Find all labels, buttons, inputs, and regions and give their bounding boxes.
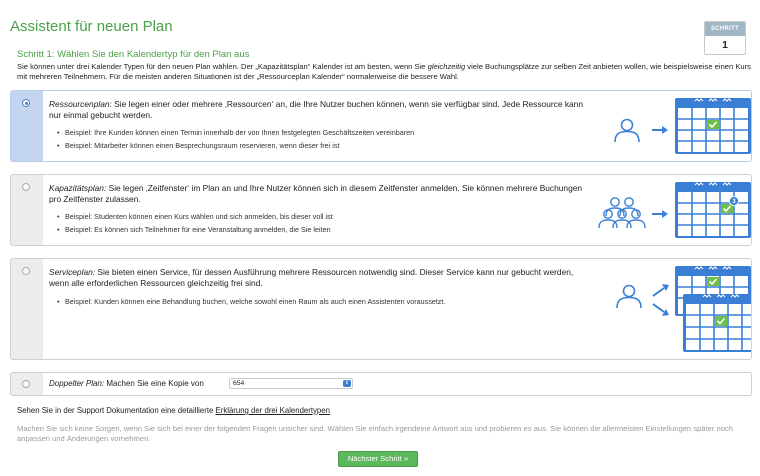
option-title: Serviceplan: [49, 267, 96, 277]
duplicate-text: Machen Sie eine Kopie von [104, 379, 204, 388]
duplicate-label [49, 379, 204, 388]
option-description [49, 183, 584, 205]
list-item: • Beispiel: Es können sich Teilnehmer für eine Veranstaltung anmelden, die Sie leiten [57, 224, 577, 237]
check-icon [715, 316, 727, 326]
radio-column[interactable] [11, 175, 43, 245]
intro-emphasis: gleichzeitig [427, 62, 466, 71]
people-group-icon [599, 198, 645, 228]
support-text [17, 406, 330, 415]
examples-list [57, 296, 577, 309]
list-item: • Beispiel: Mitarbeiter können einen Besprechungsraum reservieren, wenn dieser frei ist [57, 140, 577, 153]
step-subtitle: Schritt 1: Wählen Sie den Kalendertyp für den Plan aus [17, 49, 250, 60]
step-indicator [704, 21, 746, 55]
person-icon [615, 120, 639, 143]
check-icon [707, 120, 719, 129]
option-desc-text: Sie legen einer oder mehrere ‚Ressourcen‘ an, die Ihre Nutzer buchen können, wenn sie verfügbar sind. Jede Ressource kann nur einmal gebucht werden. [49, 99, 583, 120]
option-ressourcenplan[interactable] [10, 90, 752, 162]
support-link[interactable]: Erklärung der drei Kalendertypen [215, 406, 330, 415]
illustration-service [603, 264, 752, 356]
list-item: • Beispiel: Studenten können einen Kurs wählen und sich anmelden, bis dieser voll ist [57, 211, 577, 224]
arrow-right-icon [652, 126, 668, 134]
capacity-badge-number: 3 [732, 199, 736, 206]
option-description [49, 99, 584, 121]
plan-select-value: 654 [233, 380, 245, 387]
option-title: Kapazitätsplan: [49, 183, 107, 193]
check-icon [721, 204, 733, 213]
option-kapazitaetsplan[interactable] [10, 174, 752, 246]
option-serviceplan[interactable] [10, 258, 752, 360]
illustration-resource [603, 96, 752, 158]
duplicate-title: Doppelter Plan: [49, 379, 105, 388]
examples-list [57, 127, 577, 152]
radio-ressourcenplan[interactable] [22, 99, 30, 107]
intro-text [17, 62, 752, 82]
select-arrow-icon[interactable]: ⇕ [344, 380, 350, 386]
option-desc-text: Sie bieten einen Service, für dessen Ausführung mehrere Ressourcen notwendig sind. Dieser Service kann nur gebucht werden, wenn alle erforderlichen Ressourcen gleichzeitig frei sind. [49, 267, 574, 288]
arrow-right-icon [652, 210, 668, 218]
calendar-icon [675, 182, 751, 238]
option-desc-text: Sie legen ‚Zeitfenster‘ im Plan an und Ihre Nutzer können sich in diesem Zeitfenster anmelden. Sie können mehrere Buchungen pro Zeitfenster zulassen. [49, 183, 583, 204]
illustration-capacity [593, 180, 752, 242]
step-label: SCHRITT [705, 22, 745, 36]
plan-select[interactable] [229, 378, 353, 389]
intro-part-2: viele Buchungsplätze zur selben Zeit anbieten wollen, wie beispielsweise einen Kurs mit mehreren Teilnehmern. Für die meisten anderen Situationen ist der „Ressourceplan Kalender“ normalerweise die bessere Wahl. [17, 62, 751, 81]
radio-column[interactable] [11, 373, 43, 395]
list-item: • Beispiel: Ihre Kunden können einen Termin innerhalb der von Ihnen festgelegten Geschäftszeiten vereinbaren [57, 127, 577, 140]
next-step-button[interactable]: Nächster Schritt » [338, 451, 418, 467]
calendar-icon [675, 98, 751, 154]
calendar-icon [683, 294, 752, 352]
option-doppelter-plan[interactable] [10, 372, 752, 396]
hint-note: Machen Sie sich keine Sorgen, wenn Sie sich bei einer der folgenden Fragen unsicher sind. Wählen Sie einfach irgendeine Antwort aus und probieren es aus. Sie können die allermeisten Einstellungen später noch anpassen und Änderungen vornehmen. [17, 424, 733, 443]
list-item: • Beispiel: Kunden können eine Behandlung buchen, welche sowohl einen Raum als auch einen Assistenten voraussetzt. [57, 296, 577, 309]
radio-doppelter-plan[interactable] [22, 380, 30, 388]
check-icon [707, 277, 719, 286]
intro-part-1: Sie können unter drei Kalender Typen für den neuen Plan wählen. Der „Kapazitätsplan“ Kalender ist am besten, wenn Sie [17, 62, 428, 71]
radio-kapazitaetsplan[interactable] [22, 183, 30, 191]
option-title: Ressourcenplan: [49, 99, 112, 109]
page-title: Assistent für neuen Plan [10, 18, 173, 35]
radio-column[interactable] [11, 91, 43, 161]
step-number: 1 [722, 40, 728, 51]
arrow-right-icon [653, 284, 669, 316]
option-description [49, 267, 584, 289]
person-icon [617, 286, 641, 309]
support-prefix: Sehen Sie in der Support Dokumentation eine detaillierte [17, 406, 216, 415]
radio-serviceplan[interactable] [22, 267, 30, 275]
radio-column[interactable] [11, 259, 43, 359]
examples-list [57, 211, 577, 236]
